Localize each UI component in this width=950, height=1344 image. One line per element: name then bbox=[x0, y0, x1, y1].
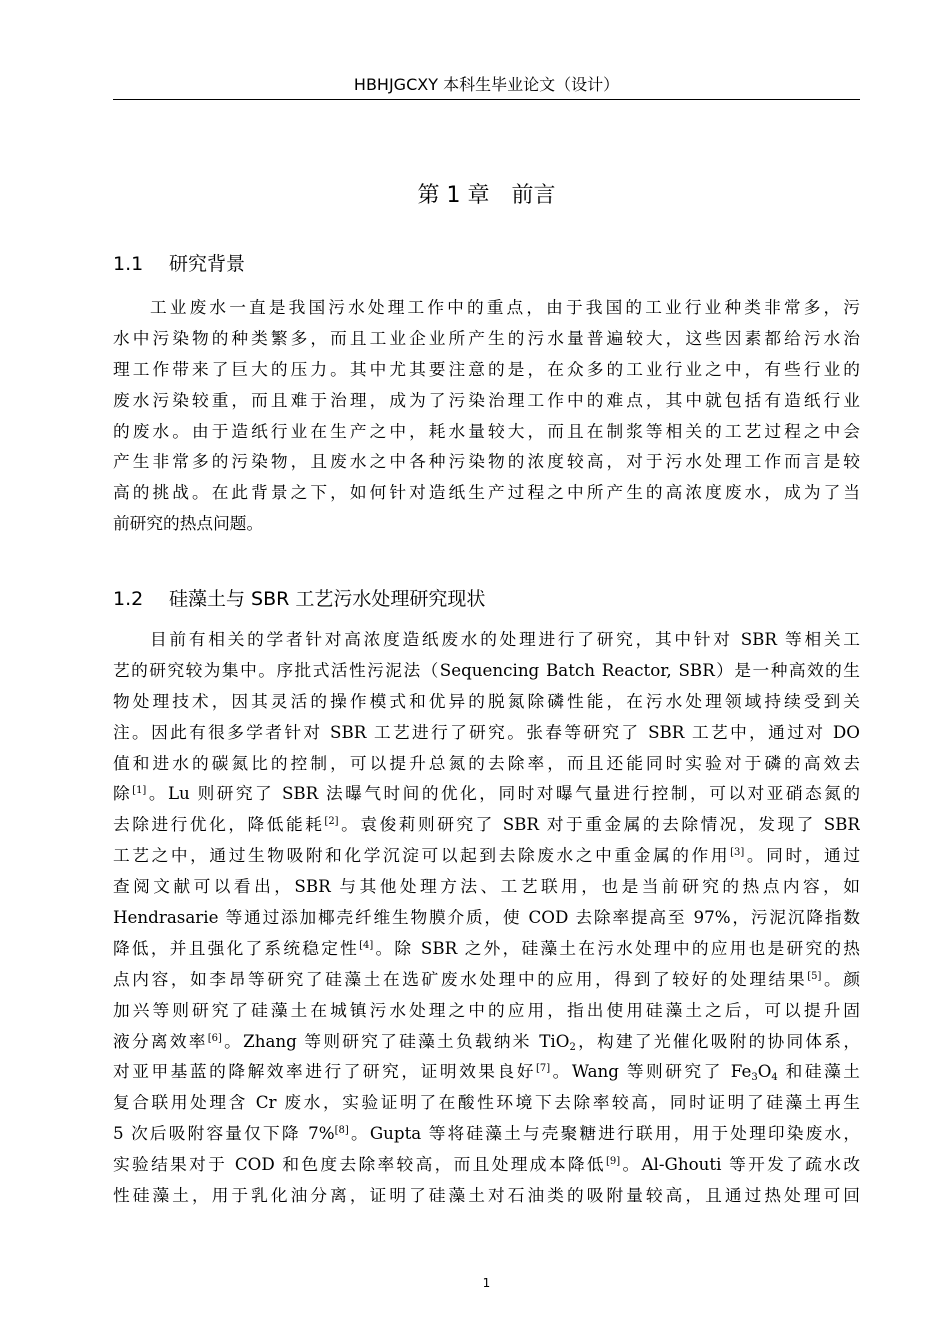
paragraph-line bbox=[113, 1149, 860, 1180]
text-run: 。Al-Ghouti 等开发了疏水改 bbox=[620, 1154, 860, 1175]
text-run: 实验结果对于 COD 和色度去除率较高，而且处理成本降低 bbox=[113, 1154, 606, 1175]
paragraph-line bbox=[113, 778, 860, 809]
section-title: 研究背景 bbox=[169, 253, 246, 275]
citation: [4] bbox=[359, 939, 374, 951]
text-run: 。Zhang 等则研究了硅藻土负载纳米 TiO bbox=[221, 1030, 570, 1051]
chapter-number: 第 1 章 bbox=[417, 183, 490, 208]
text-run: 和硅藻土 bbox=[777, 1061, 860, 1082]
section-1-2-paragraph bbox=[113, 624, 860, 1211]
chapter-title bbox=[113, 181, 860, 211]
paragraph-line: 艺的研究较为集中。序批式活性污泥法（Sequencing Batch Reactor, SBR）是一种高效的生 bbox=[113, 659, 860, 680]
text-run: 。颜 bbox=[821, 968, 860, 989]
paragraph-line bbox=[113, 809, 860, 840]
section-number: 1.1 bbox=[113, 253, 144, 275]
paragraph-line bbox=[113, 1118, 860, 1149]
text-run: 5 次后吸附容量仅下降 7% bbox=[113, 1123, 335, 1144]
paragraph-line bbox=[113, 964, 860, 995]
paragraph-line: 复合联用处理含 Cr 废水，实验证明了在酸性环境下去除率较高，同时证明了硅藻土再生 bbox=[113, 1092, 860, 1113]
text-run: 点内容，如李昂等研究了硅藻土在选矿废水处理中的应用，得到了较好的处理结果 bbox=[113, 968, 808, 989]
paragraph-line: 值和进水的碳氮比的控制，可以提升总氮的去除率，而且还能同时实验对于磷的高效去 bbox=[113, 752, 860, 773]
subscript: 3 bbox=[751, 1072, 758, 1084]
text-run: 降低，并且强化了系统稳定性 bbox=[113, 937, 360, 958]
subscript: 4 bbox=[771, 1072, 778, 1084]
text-run: 。Gupta 等将硅藻土与壳聚糖进行联用，用于处理印染废水， bbox=[348, 1123, 860, 1144]
text-run: 除 bbox=[113, 783, 133, 804]
chapter-name: 前言 bbox=[511, 183, 556, 208]
text-run: 。Wang 等则研究了 Fe bbox=[550, 1061, 752, 1082]
running-header: HBHJGCXY 本科生毕业论文（设计） bbox=[353, 75, 620, 94]
citation: [9] bbox=[605, 1156, 621, 1168]
paragraph-line bbox=[113, 933, 860, 964]
text-run: 。Lu 则研究了 SBR 法曝气时间的优化，同时对曝气量进行控制，可以对亚硝态氮的 bbox=[146, 783, 860, 804]
text-run: O bbox=[757, 1061, 772, 1082]
paragraph-line: 工业废水一直是我国污水处理工作中的重点，由于我国的工业行业种类非常多，污 bbox=[150, 297, 860, 317]
header-rule bbox=[113, 99, 860, 100]
section-1-1-paragraph bbox=[113, 292, 860, 539]
text-run: 对亚甲基蓝的降解效率进行了研究，证明效果良好 bbox=[113, 1061, 536, 1082]
paragraph-line: 注。因此有很多学者针对 SBR 工艺进行了研究。张春等研究了 SBR 工艺中，通过对 DO bbox=[113, 721, 860, 742]
paragraph-line: 性硅藻土，用于乳化油分离，证明了硅藻土对石油类的吸附量较高，且通过热处理可回 bbox=[113, 1185, 860, 1206]
paragraph-line bbox=[113, 1026, 860, 1057]
citation: [2] bbox=[324, 816, 339, 828]
section-heading-1-1 bbox=[113, 251, 245, 277]
page-number: 1 bbox=[482, 1276, 491, 1290]
citation: [8] bbox=[334, 1125, 349, 1137]
paragraph-line: 的废水。由于造纸行业在生产之中，耗水量较大，而且在制浆等相关的工艺过程之中会 bbox=[113, 420, 860, 441]
text-run: 。同时，通过 bbox=[744, 845, 860, 866]
text-run: 。袁俊莉则研究了 SBR 对于重金属的去除情况，发现了 SBR bbox=[338, 814, 860, 835]
citation: [1] bbox=[132, 785, 147, 797]
text-run: 工艺之中，通过生物吸附和化学沉淀可以起到去除废水之中重金属的作用 bbox=[113, 845, 731, 866]
paragraph-line: 水中污染物的种类繁多，而且工业企业所产生的污水量普遍较大，这些因素都给污水治 bbox=[113, 327, 860, 348]
paragraph-line: Hendrasarie 等通过添加椰壳纤维生物膜介质，使 COD 去除率提高至 97%，污泥沉降指数 bbox=[113, 907, 860, 928]
text-run: 。除 SBR 之外，硅藻土在污水处理中的应用也是研究的热 bbox=[373, 937, 860, 958]
paragraph-line: 高的挑战。在此背景之下，如何针对造纸生产过程之中所产生的高浓度废水，成为了当 bbox=[113, 482, 860, 503]
paragraph-line: 理工作带来了巨大的压力。其中尤其要注意的是，在众多的工业行业之中，有些行业的 bbox=[113, 358, 860, 379]
paragraph-line bbox=[113, 840, 860, 871]
subscript: 2 bbox=[569, 1041, 576, 1053]
text-run: 去除进行优化，降低能耗 bbox=[113, 814, 325, 835]
citation: [7] bbox=[535, 1063, 551, 1075]
paragraph-line: 废水污染较重，而且难于治理，成为了污染治理工作中的难点，其中就包括有造纸行业 bbox=[113, 389, 860, 410]
section-number: 1.2 bbox=[113, 588, 144, 610]
paragraph-line: 前研究的热点问题。 bbox=[113, 513, 264, 534]
text-run: 液分离效率 bbox=[113, 1030, 208, 1051]
paragraph-line: 查阅文献可以看出，SBR 与其他处理方法、工艺联用，也是当前研究的热点内容，如 bbox=[113, 876, 860, 897]
paragraph-line: 产生非常多的污染物，且废水之中各种污染物的浓度较高，对于污水处理工作而言是较 bbox=[113, 451, 860, 472]
section-title: 硅藻土与 SBR 工艺污水处理研究现状 bbox=[169, 588, 486, 610]
paragraph-line: 物处理技术，因其灵活的操作模式和优异的脱氮除磷性能，在污水处理领域持续受到关 bbox=[113, 690, 860, 711]
paragraph-line: 加兴等则研究了硅藻土在城镇污水处理之中的应用，指出使用硅藻土之后，可以提升固 bbox=[113, 999, 860, 1020]
paragraph-line bbox=[113, 1056, 860, 1087]
paragraph-line: 目前有相关的学者针对高浓度造纸废水的处理进行了研究，其中针对 SBR 等相关工 bbox=[150, 629, 860, 649]
citation: [3] bbox=[730, 847, 745, 859]
citation: [5] bbox=[807, 970, 822, 982]
text-run: ，构建了光催化吸附的协同体系， bbox=[575, 1030, 860, 1051]
citation: [6] bbox=[207, 1032, 222, 1044]
section-heading-1-2 bbox=[113, 586, 485, 612]
